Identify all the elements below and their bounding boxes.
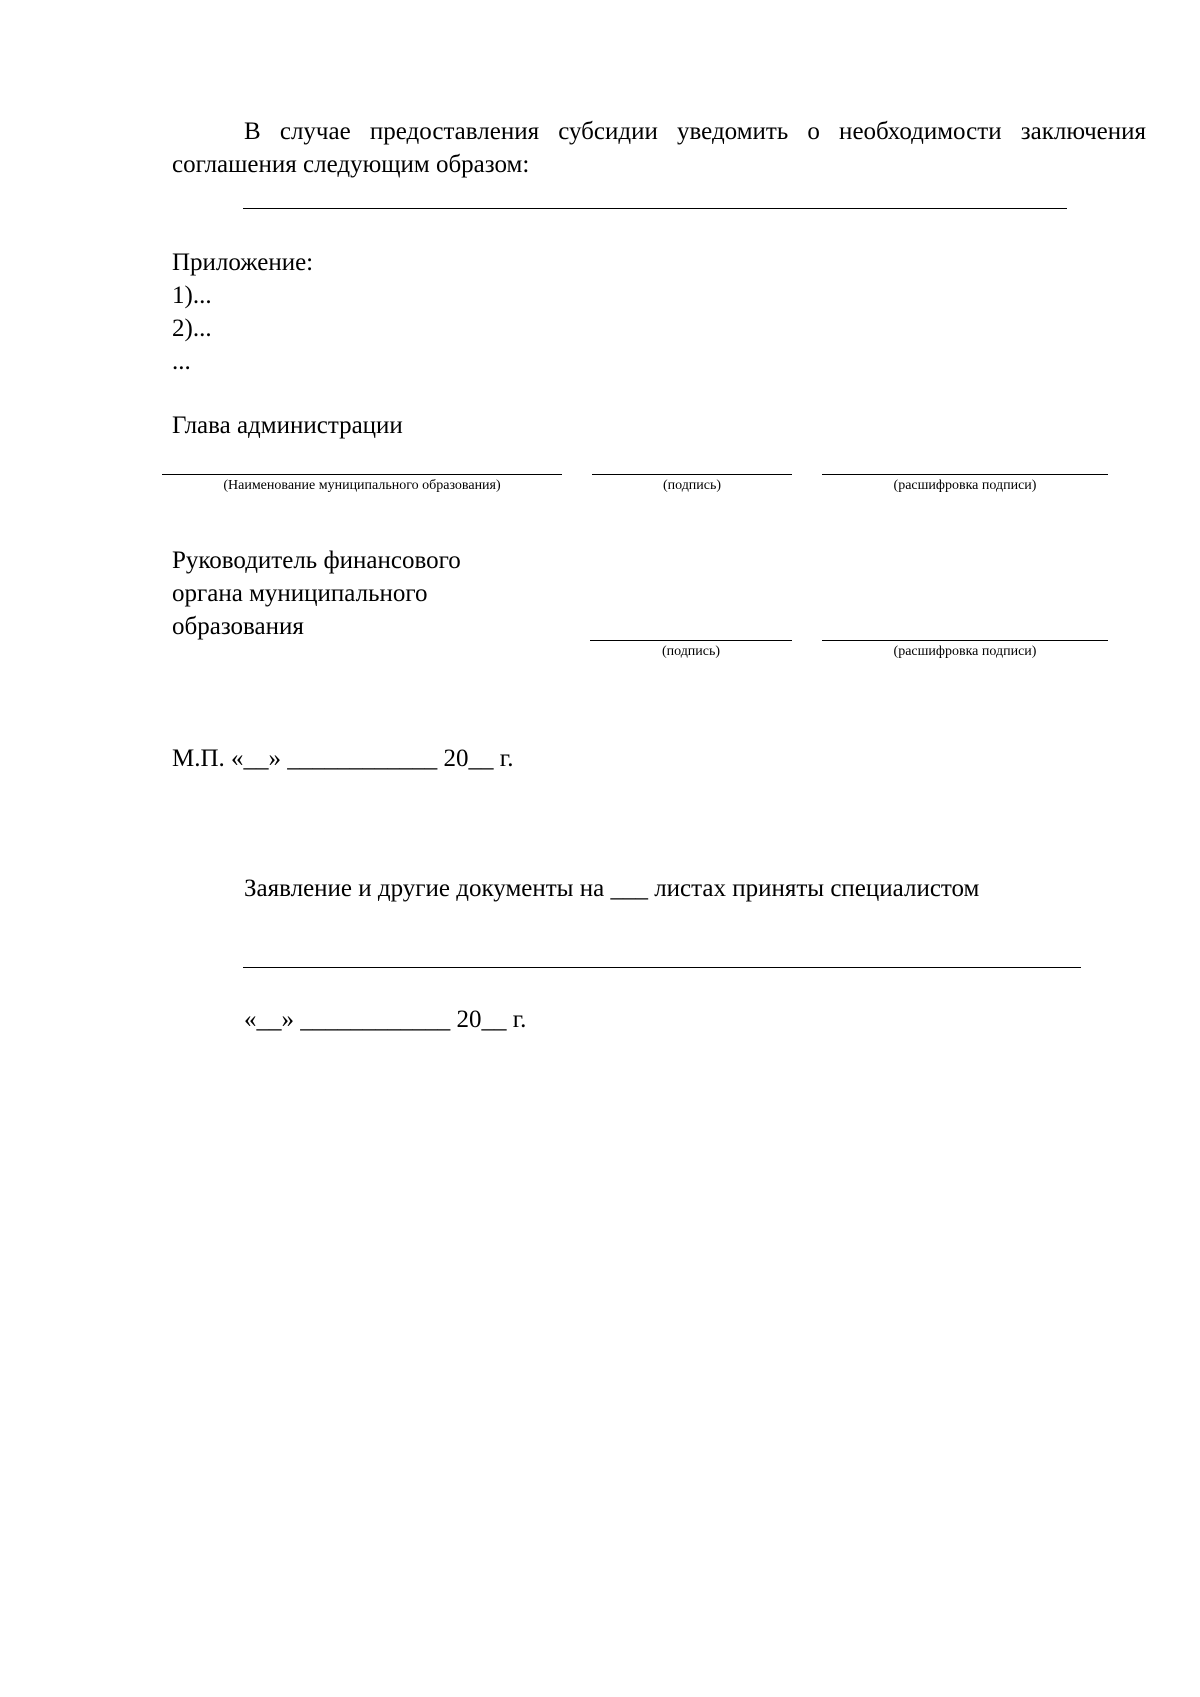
specialist-fill-line [243,967,1081,968]
municipality-caption: (Наименование муниципального образования) [223,478,501,493]
notice-paragraph: В случае предоставления субсидии уведомить о необходимости заключения соглашения следующим образом: [172,118,1146,178]
municipality-fill-line [162,474,562,475]
signature-decoding-fill-line [822,640,1108,641]
finance-head-title-line: органа муниципального [172,580,428,607]
head-of-administration-title: Глава администрации [172,412,403,439]
signature-fill-line [590,640,792,641]
appendix-item: 1)... [172,282,212,309]
finance-head-title-line: образования [172,613,304,640]
signature-decoding-caption: (расшифровка подписи) [893,644,1037,659]
signature-decoding-caption: (расшифровка подписи) [893,478,1037,493]
appendix-heading: Приложение: [172,249,314,276]
notice-fill-line [243,208,1067,209]
signature-caption: (подпись) [662,478,722,493]
receipt-date-line: «__» ____________ 20__ г. [244,1006,527,1033]
finance-head-title-line: Руководитель финансового [172,547,461,574]
appendix-item: 2)... [172,315,212,342]
signature-caption: (подпись) [661,644,721,659]
appendix-item: ... [172,348,191,375]
stamp-date-line: М.П. «__» ____________ 20__ г. [172,745,514,772]
signature-fill-line [592,474,792,475]
receipt-statement: Заявление и другие документы на ___ листах приняты специалистом [244,875,980,902]
signature-decoding-fill-line [822,474,1108,475]
